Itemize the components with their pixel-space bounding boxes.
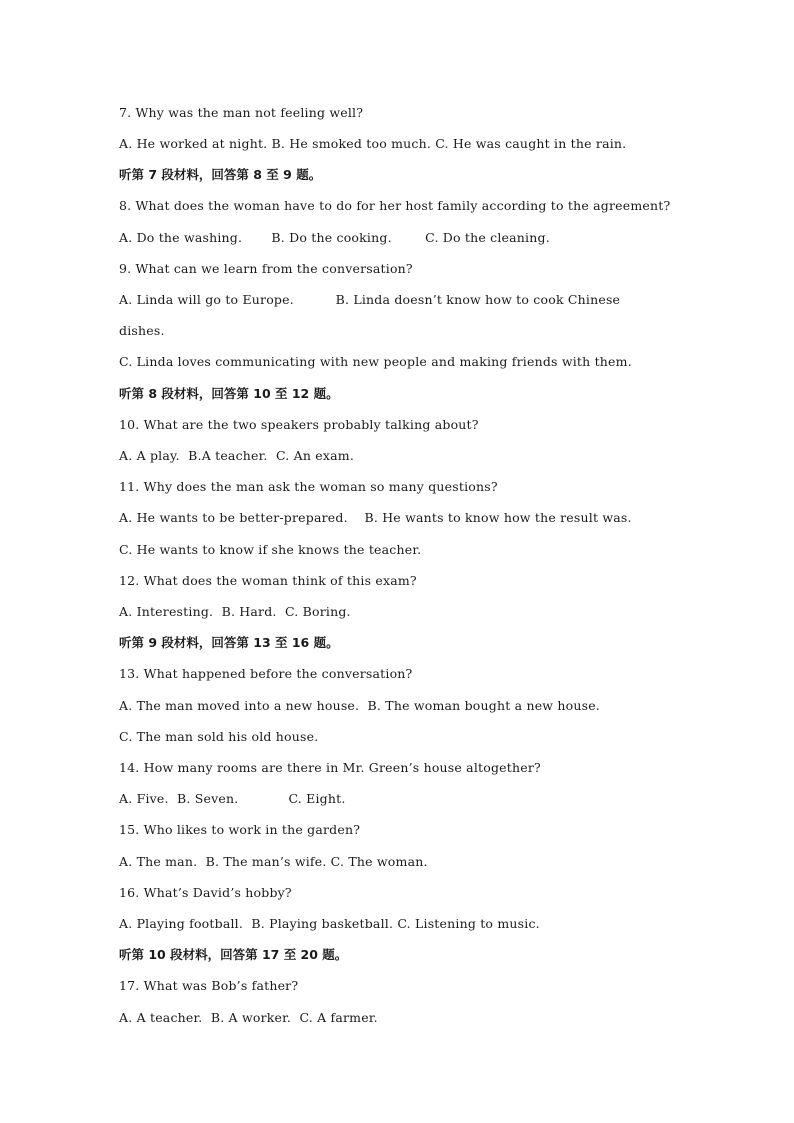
question-7: 7. Why was the man not feeling well? bbox=[119, 105, 364, 120]
question-10-options: A. A play. B.A teacher. C. An exam. bbox=[119, 448, 354, 463]
question-15: 15. Who likes to work in the garden? bbox=[119, 822, 361, 837]
section-header-10: 听第 10 段材料，回答第 17 至 20 题。 bbox=[119, 947, 348, 962]
question-9-option-c: C. Linda loves communicating with new people and making friends with them. bbox=[119, 354, 632, 369]
question-7-options: A. He worked at night. B. He smoked too much. C. He was caught in the rain. bbox=[119, 136, 627, 151]
question-13: 13. What happened before the conversation? bbox=[119, 666, 413, 681]
question-13-options-ab: A. The man moved into a new house. B. The woman bought a new house. bbox=[119, 698, 600, 713]
question-14-options: A. Five. B. Seven. C. Eight. bbox=[119, 791, 346, 806]
question-17-options: A. A teacher. B. A worker. C. A farmer. bbox=[119, 1010, 378, 1025]
question-11: 11. Why does the man ask the woman so many questions? bbox=[119, 479, 498, 494]
question-11-option-c: C. He wants to know if she knows the teacher. bbox=[119, 542, 422, 557]
question-16: 16. What’s David’s hobby? bbox=[119, 885, 292, 900]
section-header-7: 听第 7 段材料，回答第 8 至 9 题。 bbox=[119, 167, 322, 182]
question-11-options-ab: A. He wants to be better-prepared. B. He wants to know how the result was. bbox=[119, 510, 632, 525]
question-8: 8. What does the woman have to do for her host family according to the agreement? bbox=[119, 198, 671, 213]
question-9-options-ab: A. Linda will go to Europe. B. Linda doesn’t know how to cook Chinese bbox=[119, 292, 621, 307]
question-14: 14. How many rooms are there in Mr. Green’s house altogether? bbox=[119, 760, 541, 775]
question-16-options: A. Playing football. B. Playing basketball. C. Listening to music. bbox=[119, 916, 540, 931]
question-13-option-c: C. The man sold his old house. bbox=[119, 729, 319, 744]
section-header-9: 听第 9 段材料，回答第 13 至 16 题。 bbox=[119, 635, 339, 650]
question-9: 9. What can we learn from the conversation? bbox=[119, 261, 413, 276]
question-8-options: A. Do the washing. B. Do the cooking. C. Do the cleaning. bbox=[119, 230, 550, 245]
section-header-8: 听第 8 段材料，回答第 10 至 12 题。 bbox=[119, 386, 339, 401]
question-15-options: A. The man. B. The man’s wife. C. The woman. bbox=[119, 854, 428, 869]
question-12-options: A. Interesting. B. Hard. C. Boring. bbox=[119, 604, 351, 619]
question-10: 10. What are the two speakers probably talking about? bbox=[119, 417, 479, 432]
question-17: 17. What was Bob’s father? bbox=[119, 978, 299, 993]
question-12: 12. What does the woman think of this exam? bbox=[119, 573, 417, 588]
question-9-options-ab-cont: dishes. bbox=[119, 323, 165, 338]
